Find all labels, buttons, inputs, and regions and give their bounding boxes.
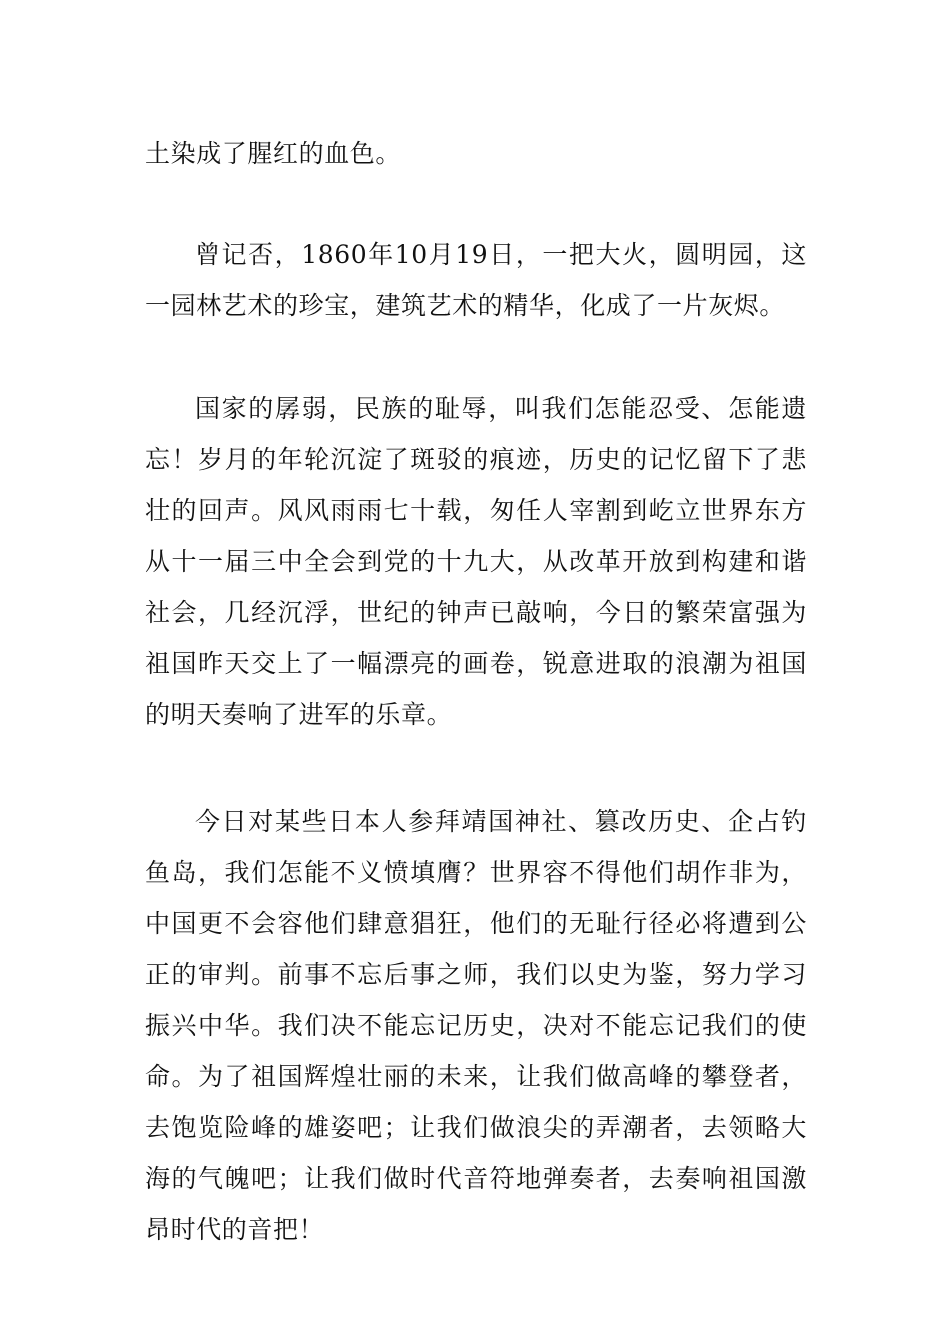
paragraph-continued: 土染成了腥红的血色。 xyxy=(145,139,402,168)
paragraph-gap xyxy=(145,740,807,796)
paragraph-gap xyxy=(145,179,807,229)
paragraph-gap xyxy=(145,331,807,383)
paragraph-national-history: 国家的孱弱，民族的耻辱，叫我们怎能忍受、怎能遗忘！岁月的年轮沉淀了斑驳的痕迹，历史的记忆留下了悲壮的回声。风风雨雨七十载，匆任人宰割到屹立世界东方从十一届三中全会到党的十九大，从改革开放到构建和谐社会，几经沉浮，世纪的钟声已敲响，今日的繁荣富强为祖国昨天交上了一幅漂亮的画卷，锐意进取的浪潮为祖国的明天奏响了进军的乐章。 xyxy=(145,394,807,729)
paragraph-yuanmingyuan: 曾记否，1860年10月19日，一把大火，圆明园，这一园林艺术的珍宝，建筑艺术的精华，化成了一片灰烬。 xyxy=(145,240,807,320)
document-page xyxy=(145,128,807,1255)
paragraph-remember-history: 今日对某些日本人参拜靖国神社、篡改历史、企占钓鱼岛，我们怎能不义愤填膺？世界容不得他们胡作非为，中国更不会容他们肆意猖狂，他们的无耻行径必将遭到公正的审判。前事不忘后事之师，我们以史为鉴，努力学习振兴中华。我们决不能忘记历史，决对不能忘记我们的使命。为了祖国辉煌壮丽的未来，让我们做高峰的攀登者，去饱览险峰的雄姿吧；让我们做浪尖的弄潮者，去领略大海的气魄吧；让我们做时代音符地弹奏者，去奏响祖国激昂时代的音把！ xyxy=(145,807,807,1244)
